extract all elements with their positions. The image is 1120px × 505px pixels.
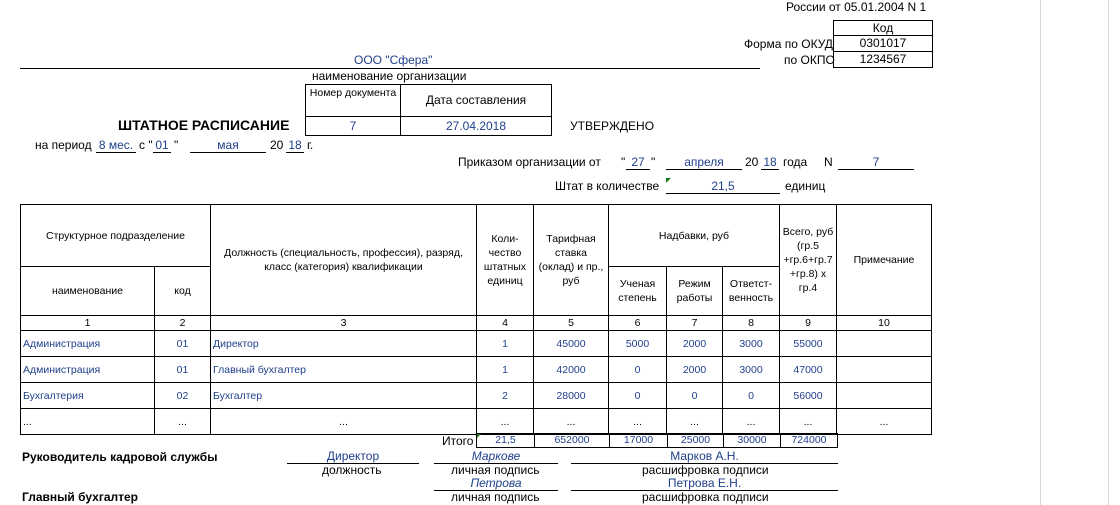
cell-total[interactable]: 55000 — [780, 331, 837, 357]
legal-reference: России от 05.01.2004 N 1 — [786, 0, 927, 14]
order-number: 7 — [838, 155, 914, 170]
col-number: 4 — [477, 316, 534, 331]
cell-total[interactable]: ... — [780, 409, 837, 435]
hr-position: Директор — [287, 449, 419, 464]
acc-decode: Петрова Е.Н. — [571, 476, 838, 491]
col-number: 9 — [780, 316, 837, 331]
period-quote: " — [174, 138, 179, 152]
cell-responsibility[interactable]: 3000 — [723, 331, 780, 357]
table-row — [21, 357, 932, 383]
cell-degree[interactable]: 0 — [609, 357, 667, 383]
okud-value: 0301017 — [833, 35, 933, 52]
hr-signature: Маркове — [434, 449, 558, 464]
staff-value: 21,5 — [666, 179, 780, 194]
cell-total[interactable]: 47000 — [780, 357, 837, 383]
totals-rate: 652000 — [534, 433, 610, 448]
position-caption: должность — [322, 463, 382, 477]
order-label: Приказом организации от — [458, 155, 601, 169]
header-count: Коли-чество штатных единиц — [477, 205, 534, 316]
period-from: с " — [139, 138, 153, 152]
cell-unit-name[interactable]: Администрация — [21, 357, 155, 383]
col-number: 10 — [837, 316, 932, 331]
period-year: 18 — [286, 138, 304, 153]
header-rate: Тарифная ставка (оклад) и пр., руб — [534, 205, 609, 316]
col-number: 8 — [723, 316, 780, 331]
cell-rate[interactable]: 42000 — [534, 357, 609, 383]
cell-unit-code[interactable]: 01 — [155, 357, 211, 383]
period-year-prefix: 20 — [270, 138, 284, 152]
cell-note[interactable]: ... — [837, 409, 932, 435]
cell-unit-name[interactable]: Администрация — [21, 331, 155, 357]
col-number: 7 — [667, 316, 723, 331]
cell-count[interactable]: 2 — [477, 383, 534, 409]
header-total: Всего, руб (гр.5 +гр.6+гр.7 +гр.8) x гр.4 — [780, 205, 837, 316]
okud-label: Форма по ОКУД — [744, 37, 833, 51]
cell-note[interactable] — [837, 357, 932, 383]
doc-number: 7 — [305, 116, 401, 136]
header-responsibility: Ответст-венность — [723, 267, 780, 316]
col-number: 6 — [609, 316, 667, 331]
order-day: 27 — [626, 155, 650, 170]
header-degree: Ученая степень — [609, 267, 667, 316]
cell-responsibility[interactable]: ... — [723, 409, 780, 435]
cell-mode[interactable]: 2000 — [667, 331, 723, 357]
col-number: 1 — [21, 316, 155, 331]
acc-signature: Петрова — [434, 476, 558, 491]
doc-date: 27.04.2018 — [400, 116, 552, 136]
cell-responsibility[interactable]: 0 — [723, 383, 780, 409]
okpo-label: по ОКПО — [784, 53, 835, 67]
cell-position[interactable]: Директор — [211, 331, 477, 357]
decode-caption: расшифровка подписи — [642, 490, 769, 504]
approved-label: УТВЕРЖДЕНО — [570, 119, 655, 133]
cell-count[interactable]: ... — [477, 409, 534, 435]
org-caption: наименование организации — [312, 69, 467, 83]
signature-caption: личная подпись — [451, 490, 540, 504]
order-year: 18 — [761, 155, 779, 170]
header-position: Должность (специальность, профессия), разряд, класс (категория) квалификации — [211, 205, 477, 316]
cell-degree[interactable]: ... — [609, 409, 667, 435]
period-value: 8 мес. — [96, 138, 136, 153]
totals-count: 21,5 — [476, 433, 535, 448]
cell-note[interactable] — [837, 331, 932, 357]
cell-count[interactable]: 1 — [477, 357, 534, 383]
order-quote-open: " — [621, 155, 626, 169]
hr-decode: Марков А.Н. — [571, 449, 838, 464]
cell-rate[interactable]: 28000 — [534, 383, 609, 409]
order-year-suffix: года — [783, 155, 808, 169]
cell-responsibility[interactable]: 3000 — [723, 357, 780, 383]
totals-mode: 25000 — [667, 433, 724, 448]
order-quote-close: " — [651, 155, 656, 169]
doc-number-header: Номер документа — [305, 84, 401, 117]
cell-degree[interactable]: 0 — [609, 383, 667, 409]
totals-total: 724000 — [780, 433, 838, 448]
cell-unit-code[interactable]: ... — [155, 409, 211, 435]
order-n-label: N — [824, 155, 833, 169]
cell-rate[interactable]: ... — [534, 409, 609, 435]
kod-header: Код — [833, 20, 933, 36]
cell-position[interactable]: Бухгалтер — [211, 383, 477, 409]
staff-schedule-table — [20, 204, 932, 435]
staff-unit: единиц — [785, 179, 826, 193]
doc-date-header: Дата составления — [400, 84, 552, 117]
cell-unit-name[interactable]: Бухгалтерия — [21, 383, 155, 409]
order-month: апреля — [666, 155, 742, 170]
cell-position[interactable]: Главный бухгалтер — [211, 357, 477, 383]
period-year-suffix: г. — [307, 138, 314, 152]
hr-head-label: Руководитель кадровой службы — [22, 450, 218, 464]
cell-total[interactable]: 56000 — [780, 383, 837, 409]
signature-caption: личная подпись — [451, 463, 540, 477]
cell-position[interactable]: ... — [211, 409, 477, 435]
header-unit-code: код — [155, 267, 211, 316]
decode-caption: расшифровка подписи — [642, 463, 769, 477]
cell-mode[interactable]: ... — [667, 409, 723, 435]
period-day: 01 — [153, 138, 171, 153]
cell-rate[interactable]: 45000 — [534, 331, 609, 357]
cell-degree[interactable]: 5000 — [609, 331, 667, 357]
col-number: 2 — [155, 316, 211, 331]
totals-responsibility: 30000 — [723, 433, 781, 448]
table-row — [21, 409, 932, 435]
col-number: 5 — [534, 316, 609, 331]
okpo-value: 1234567 — [833, 51, 933, 68]
totals-degree: 17000 — [609, 433, 668, 448]
doc-title: ШТАТНОЕ РАСПИСАНИЕ — [118, 117, 290, 133]
cell-mode[interactable]: 0 — [667, 383, 723, 409]
table-row — [21, 383, 932, 409]
org-name: ООО "Сфера" — [354, 53, 433, 67]
period-month: мая — [190, 138, 266, 153]
cell-mode[interactable]: 2000 — [667, 357, 723, 383]
cell-unit-code[interactable]: 02 — [155, 383, 211, 409]
header-structure: Структурное подразделение — [21, 205, 211, 267]
staff-label: Штат в количестве — [555, 179, 660, 193]
order-year-prefix: 20 — [745, 155, 759, 169]
header-allowances: Надбавки, руб — [609, 205, 780, 267]
totals-label: Итого — [442, 434, 474, 448]
cell-note[interactable] — [837, 383, 932, 409]
cell-unit-code[interactable]: 01 — [155, 331, 211, 357]
chief-accountant-label: Главный бухгалтер — [22, 490, 139, 504]
header-unit-name: наименование — [21, 267, 155, 316]
cell-count[interactable]: 1 — [477, 331, 534, 357]
cell-unit-name[interactable]: ... — [21, 409, 155, 435]
period-prefix: на период — [35, 138, 92, 152]
table-row — [21, 331, 932, 357]
header-note: Примечание — [837, 205, 932, 316]
header-mode: Режим работы — [667, 267, 723, 316]
col-number: 3 — [211, 316, 477, 331]
